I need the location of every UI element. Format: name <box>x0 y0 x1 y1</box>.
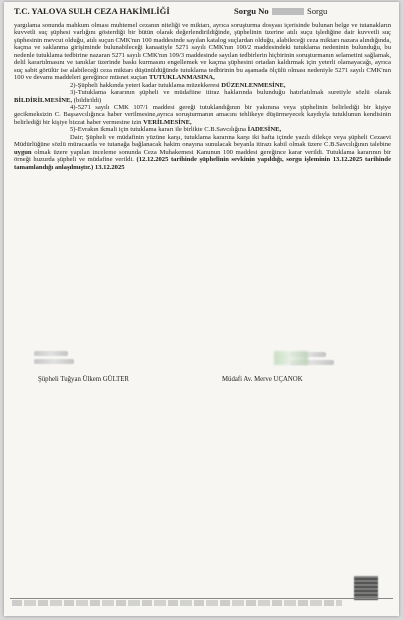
document-header <box>14 6 389 20</box>
signature-blur-left <box>34 351 68 356</box>
footer-blurred-text <box>12 600 342 606</box>
paragraph-conclusion <box>14 134 391 171</box>
paragraph-note: (bildirildi) <box>73 96 102 104</box>
paragraph-text: yargılama sonunda mahkum olması muhtemel cezanın niteliği ve miktarı, ayrıca soruşturma dosyası içerisinde bulunan belge ve tutanakların kuvvetli suç şüphesi varlığını gösterdiği bir bütün olarak değerlendirildiğinde, şüphelinin üzerine atılı suçu işlediğine dair kuvvetli suç şüphesinin mevcut olduğu, atılı suçun CMK'nın 100 maddesinde sayılan katalog suçlardan olduğu, alabileceği ceza miktarı nazara alındığında, kaçma ve saklanma girişiminde bulunabileceği kanaatiyle 5271 sayılı CMK'nın 100/2 maddesindeki tutuklama nedeninin bulunduğu, bu nedenle tutuklama tedbirine nazaran 5271 sayılı CMK'nın 109/3 maddesinde sayılan tedbirlerin hiçbirinin soruşturmanın selametini sağlamak, delil karartılmasını ve tanıklar üzerinde baskı kurmasını engellemek ve kaçma şüphesini ortadan kaldırmak için yeterli olamayacağı, ayrıca suç sabit görülür ise alabileceği ceza miktarı düşünüldüğünde tutuklama tedbirinin bu aşamada ölçülü olması nedeniyle 5271 sayılı CMK'nın 100 ve devamı maddeleri gereğince müsnet suçtan <box>14 22 391 82</box>
paragraph-item-3 <box>14 89 391 104</box>
document-page <box>4 2 399 616</box>
paragraph-item-5 <box>14 126 391 133</box>
decision-return: İADESİNE, <box>247 126 282 134</box>
completion-note: (12.12.2025 tarihinde şüphelinin sevkinin yapıldığı, sorgu işleminin 13.12.2025 tarihinde tamamlandığı anlaşılmıştır.) 13.12.2025 <box>14 156 392 171</box>
official-stamp <box>274 351 308 365</box>
paragraph-item-4 <box>14 104 391 126</box>
court-name: T.C. YALOVA SULH CEZA HAKİMLİĞİ <box>14 6 170 16</box>
signature-blur-left <box>34 359 74 364</box>
paragraph-text: Dair; Şüpheli ve müdafinin yüzüne karşı, tutuklama kararına karşı iki hafta içinde yazılı dilekçe veya şüpheli Cezaevi Müdürlüğüne sözlü müracaatla ve tutanağa bağlanacak hakim onayına sunulacak beyanla itirazı kabil olmak üzere C.B.Savcılığının talebine <box>14 133 391 149</box>
decision-permit: VERİLMESİNE, <box>143 118 192 126</box>
decision-warrant: DÜZENLENMESİNE, <box>221 81 286 89</box>
paragraph-text: 5)-Evrakın ikmali için tutuklama kararı ile birlikte C.B.Savcılığına <box>70 126 246 134</box>
paragraph-text: 3)-Tutuklama kararının şüpheli ve müdafiine itiraz haklarında bulunduğu hatırlatılmak suretiyle sözlü olarak <box>70 89 391 97</box>
sorgu-suffix: Sorgu <box>306 6 328 16</box>
paragraph-text: olmak üzere yapılan inceleme sonunda Ceza Muhakemesi Kanunun 100 maddesi gereğince karar verildi. Tutuklama kararının bir örneği huzurda şüpheli ve müdafine verildi. <box>14 148 391 164</box>
sorgu-label: Sorgu No <box>234 6 269 16</box>
emphasis-uygun: uygun <box>14 148 32 156</box>
document-body <box>14 22 391 171</box>
decision-arrest: TUTUKLANMASINA, <box>148 74 215 82</box>
paragraph-text: 2)-Şüpheli hakkında yeteri kadar tutuklama müzekkeresi <box>70 81 220 89</box>
sorgu-number <box>234 6 327 16</box>
redacted-number <box>272 8 304 15</box>
paragraph-reasoning <box>14 22 391 82</box>
paragraph-text: 4)-5271 sayılı CMK 107/1 maddesi gereği tutuklandığının bir yakınına veya şüphelinin belirlediği bir kişiye gecikmeksizin C. Başsavcılığınca haber verilmesine,ayrıca soruşturmanın amacını tehlikeye düşürmeyecek kaydıyla tutuklunun kendisinin belirlediği bir kişiye bizzat haber vermesine izin <box>14 103 391 126</box>
decision-notify: BİLDİRİLMESİNE, <box>14 96 73 104</box>
qr-code <box>354 576 378 600</box>
footer-divider <box>10 598 393 599</box>
suspect-signature-name: Şüpheli Tuğyan Ülkem GÜLTER <box>38 376 129 383</box>
paragraph-item-2 <box>14 82 391 89</box>
lawyer-signature-name: Müdafi Av. Merve UÇANOK <box>222 376 303 383</box>
